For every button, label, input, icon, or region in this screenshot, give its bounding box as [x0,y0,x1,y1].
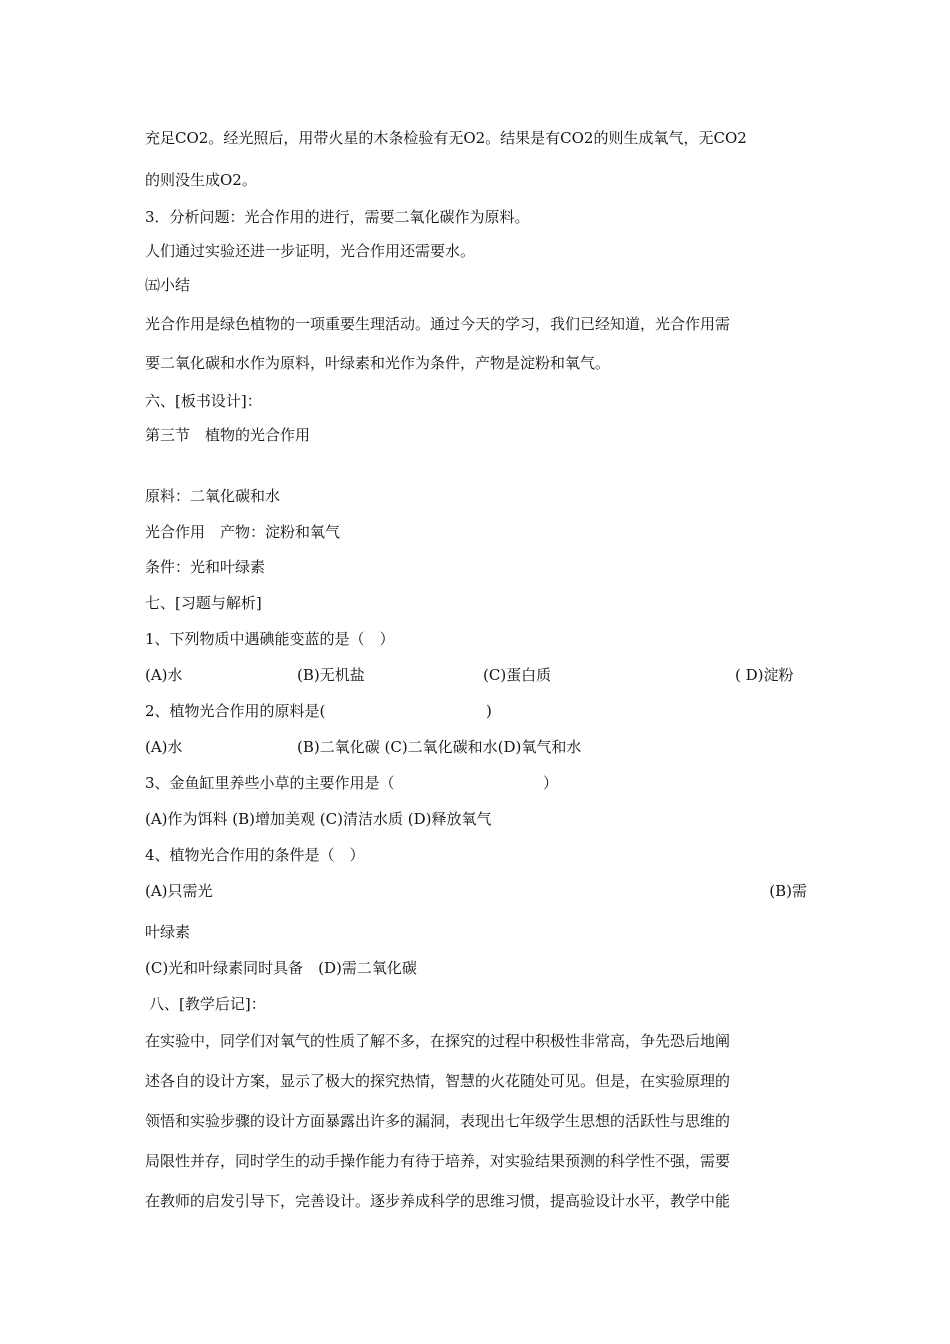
paragraph-line: 述各自的设计方案，显示了极大的探究热情，智慧的火花随处可见。但是，在实验原理的 [145,1072,731,1090]
paragraph-line: 人们通过实验还进一步证明，光合作用还需要水。 [145,242,476,260]
question-1: 1、下列物质中遇碘能变蓝的是（ ） [145,630,395,648]
option-a: (A)水 [145,666,183,684]
section-heading: 八、[教学后记]： [149,995,266,1013]
paragraph-line [145,128,807,148]
board-line: 条件：光和叶绿素 [145,558,266,576]
option-b: (B)无机盐 [297,666,365,684]
paragraph-line: 要二氧化碳和水作为原料，叶绿素和光作为条件，产物是淀粉和氧气。 [145,354,611,372]
paragraph-line: 的则没生成O2。 [145,171,257,189]
option-a: (A)水 [145,738,183,756]
question-2-bracket: ) [486,702,492,720]
board-line: 光合作用 产物：淀粉和氧气 [145,523,341,541]
question-4-options [145,881,807,901]
section-heading: 七、[习题与解析] [145,594,262,612]
option-c: (C)蛋白质 [483,666,552,684]
option-b: (B)需 [769,882,807,900]
options-bcd: (B)二氧化碳 (C)二氧化碳和水(D)氧气和水 [297,738,582,756]
question-3 [145,773,807,793]
board-line: 原料：二氧化碳和水 [145,487,281,505]
text-line: 充足CO2。经光照后，用带火星的木条检验有无O2。结果是有CO2的则生成氧气，无CO2 [145,129,747,147]
section-heading: ㈤小结 [145,276,191,294]
option-a: (A)只需光 [145,882,213,900]
question-2-text: 2、植物光合作用的原料是( [145,702,326,720]
question-2 [145,701,807,721]
option-d: ( D)淀粉 [735,666,794,684]
paragraph-line: 在教师的启发引导下，完善设计。逐步养成科学的思维习惯，提高验设计水平，教学中能 [145,1192,731,1210]
paragraph-line: 领悟和实验步骤的设计方面暴露出许多的漏洞，表现出七年级学生思想的活跃性与思维的 [145,1112,731,1130]
question-2-options [145,737,807,757]
paragraph-line: 光合作用是绿色植物的一项重要生理活动。通过今天的学习，我们已经知道，光合作用需 [145,315,731,333]
paragraph-line: 3．分析问题：光合作用的进行，需要二氧化碳作为原料。 [145,208,530,226]
question-3-options: (A)作为饵料 (B)增加美观 (C)清洁水质 (D)释放氧气 [145,810,492,828]
question-4-options-cd: (C)光和叶绿素同时具备 (D)需二氧化碳 [145,959,417,977]
question-4-options-cont: 叶绿素 [145,923,191,941]
question-4: 4、植物光合作用的条件是（ ） [145,846,365,864]
section-heading: 六、[板书设计]： [145,392,262,410]
question-3-bracket: ） [543,774,559,792]
question-1-options [145,665,807,685]
question-3-text: 3、金鱼缸里养些小草的主要作用是（ [145,774,395,792]
paragraph-line: 在实验中，同学们对氧气的性质了解不多，在探究的过程中积极性非常高，争先恐后地阐 [145,1032,731,1050]
board-title: 第三节 植物的光合作用 [145,426,311,444]
paragraph-line: 局限性并存，同时学生的动手操作能力有待于培养，对实验结果预测的科学性不强，需要 [145,1152,731,1170]
